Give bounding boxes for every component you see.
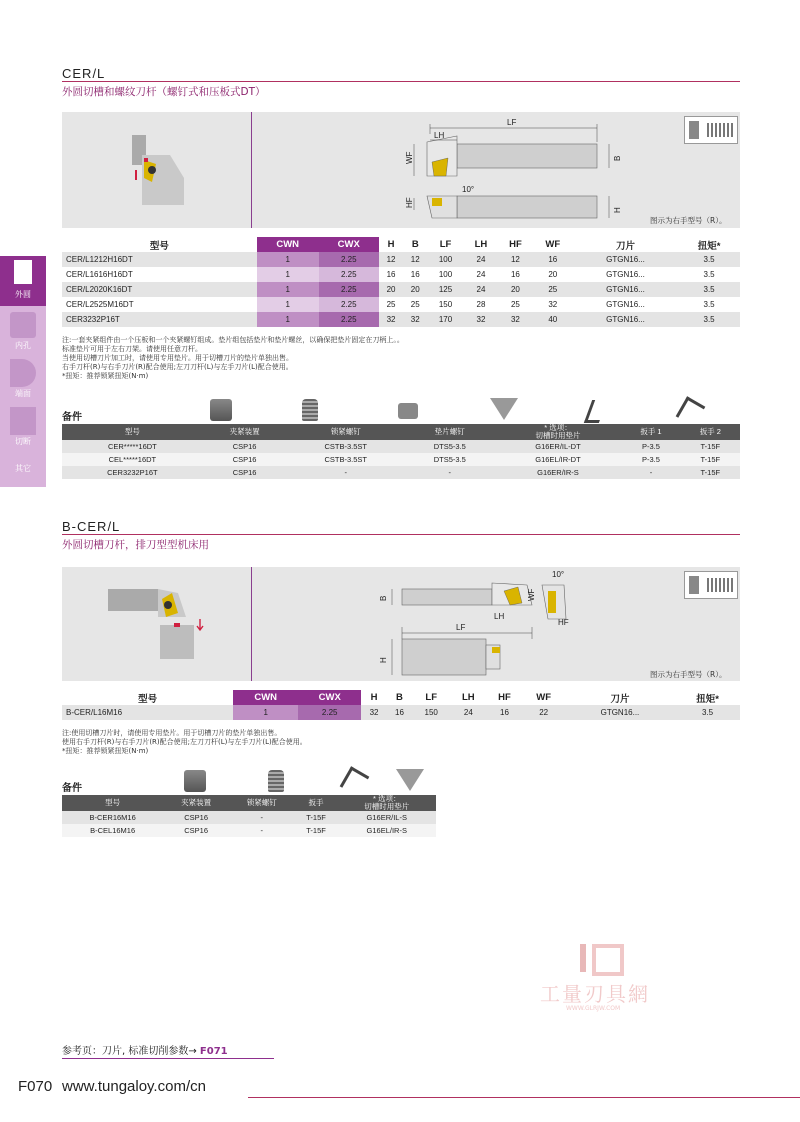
dim-b: B — [613, 155, 622, 161]
dim-wf: WF — [405, 151, 414, 164]
table-cell: GTGN16... — [565, 705, 675, 720]
table-cell: CSP16 — [203, 440, 287, 453]
table-cell: B-CER16M16 — [62, 811, 163, 824]
section2-spec-table — [62, 690, 740, 720]
dim-angle: 10° — [552, 570, 565, 579]
table-cell: G16ER/IR-S — [495, 466, 622, 479]
table-cell: 150 — [412, 705, 450, 720]
table-cell: 12 — [379, 252, 403, 267]
table-row — [62, 705, 740, 720]
table-cell: T-15F — [681, 440, 740, 453]
table-cell: 1 — [257, 312, 319, 327]
section2-thumbnail — [684, 571, 738, 599]
table-cell: 24 — [464, 252, 498, 267]
column-header: 扳手 1 — [621, 424, 680, 440]
dim-wf: WF — [527, 588, 536, 601]
internal-boring-icon — [10, 312, 36, 338]
table-cell: DTS5-3.5 — [405, 453, 495, 466]
column-header: 扭矩* — [697, 240, 721, 252]
watermark-url: WWW.GLRJW.COM — [566, 1005, 621, 1012]
section1-figure-panel — [62, 112, 740, 228]
footer-rule — [248, 1097, 800, 1098]
table-cell: T-15F — [681, 453, 740, 466]
table-cell: T-15F — [681, 466, 740, 479]
column-header: H — [370, 692, 378, 703]
table-cell: 2.25 — [319, 267, 379, 282]
table-cell: T-15F — [295, 824, 338, 837]
side-tab-label: 内孔 — [15, 341, 31, 350]
table-cell: 24 — [450, 705, 486, 720]
footer-reference-text: 参考页：刀片, 标准切削参数→ — [62, 1046, 200, 1057]
table-cell: 20 — [498, 282, 532, 297]
column-header: CWX — [298, 690, 361, 705]
table-cell: 170 — [427, 312, 463, 327]
torx-key-icon — [340, 766, 370, 796]
section2-subtitle: 外圆切槽刀杆，排刀型型机床用 — [62, 539, 209, 551]
note-line: 使用右手刀杆(R)与右手刀片(R)配合使用;左刀刀杆(L)与左手刀片(L)配合使用。 — [62, 738, 307, 746]
table-cell: GTGN16... — [573, 282, 678, 297]
table-cell: CER/L1212H16DT — [62, 252, 257, 267]
shim-icon — [490, 398, 518, 420]
dim-h: H — [613, 207, 622, 213]
table-row — [62, 440, 740, 453]
footer-reference-rule — [62, 1058, 274, 1059]
side-tab-others[interactable] — [0, 451, 46, 487]
section2-figure-note: 图示为右手型号（R）。 — [650, 670, 727, 679]
table-row — [62, 453, 740, 466]
table-cell: 40 — [533, 312, 573, 327]
table-cell: 2.25 — [298, 705, 361, 720]
shim-screw-icon — [398, 403, 418, 419]
table-cell: 1 — [257, 252, 319, 267]
column-header: 夹紧装置 — [163, 795, 229, 811]
side-tab-label: 切断 — [15, 437, 31, 446]
panel-divider — [251, 567, 252, 681]
table-cell: 100 — [427, 252, 463, 267]
section1-technical-drawing — [402, 114, 632, 226]
hex-key-icon — [584, 400, 607, 423]
footer-reference — [62, 1042, 228, 1057]
section2-notes — [62, 729, 662, 756]
side-tab-face[interactable] — [0, 355, 46, 403]
section2-technical-drawing — [372, 567, 582, 679]
table-cell: 24 — [464, 282, 498, 297]
section2-parts-table — [62, 795, 436, 837]
reference-page-link[interactable]: F071 — [199, 1046, 228, 1057]
column-header: 刀片 — [616, 240, 636, 252]
column-header: 型号 — [62, 424, 203, 440]
table-cell: 32 — [464, 312, 498, 327]
table-row — [62, 297, 740, 312]
table-cell: CER3232P16T — [62, 312, 257, 327]
section1-figure-note: 图示为右手型号（R）。 — [650, 216, 727, 225]
table-cell: 16 — [486, 705, 522, 720]
table-cell: GTGN16... — [573, 312, 678, 327]
column-header: * 选项： 切槽时用垫片 — [337, 795, 436, 811]
section1-notes — [62, 336, 662, 381]
column-header: 扭矩* — [696, 693, 719, 705]
clamp-screw-icon — [268, 770, 284, 792]
watermark-logo — [580, 944, 624, 972]
column-header: 扳手 2 — [681, 424, 740, 440]
dim-b: B — [379, 595, 388, 601]
table-cell: 1 — [257, 267, 319, 282]
dim-lh: LH — [434, 131, 445, 140]
table-cell: G16ER/IL-S — [337, 811, 436, 824]
column-header: CWX — [319, 237, 379, 252]
side-tab-internal[interactable] — [0, 306, 46, 355]
clamp-icon — [210, 399, 232, 421]
table-cell: 32 — [379, 312, 403, 327]
dim-lh: LH — [494, 612, 505, 621]
column-header: CWN — [257, 237, 319, 252]
side-tab-external[interactable] — [0, 256, 46, 306]
column-header: B — [411, 239, 419, 250]
table-cell: 125 — [427, 282, 463, 297]
dim-lf: LF — [456, 623, 466, 632]
note-line: 当使用切槽刀片加工时，请使用专用垫片。用于切槽刀片的垫片单独出售。 — [62, 354, 293, 362]
table-row — [62, 312, 740, 327]
table-cell: G16EL/IR-S — [337, 824, 436, 837]
table-row — [62, 267, 740, 282]
table-cell: 28 — [464, 297, 498, 312]
table-cell: GTGN16... — [573, 252, 678, 267]
table-cell: DTS5-3.5 — [405, 440, 495, 453]
cutoff-icon — [10, 407, 36, 435]
side-tab-cutoff[interactable] — [0, 403, 46, 451]
table-cell: CER*****16DT — [62, 440, 203, 453]
table-cell: 32 — [361, 705, 386, 720]
column-header: * 选项： 切槽时用垫片 — [495, 424, 622, 440]
table-cell: - — [621, 466, 680, 479]
table-row — [62, 252, 740, 267]
table-cell: 3.5 — [678, 312, 740, 327]
table-row — [62, 824, 436, 837]
section1-parts-label: 备件 — [62, 412, 82, 423]
column-header: H — [387, 239, 395, 250]
section2-figure-panel — [62, 567, 740, 681]
table-cell: CER/L2020K16DT — [62, 282, 257, 297]
table-cell: CSP16 — [163, 811, 229, 824]
table-cell: G16EL/IR-DT — [495, 453, 622, 466]
table-cell: GTGN16... — [573, 267, 678, 282]
table-cell: 2.25 — [319, 282, 379, 297]
section1-application-illustration — [122, 130, 192, 210]
table-cell: 1 — [233, 705, 298, 720]
section1-parts-table — [62, 424, 740, 479]
dim-lf: LF — [507, 118, 517, 127]
table-cell: CSTB-3.5ST — [286, 453, 405, 466]
clamp-screw-icon — [302, 399, 318, 421]
table-row — [62, 466, 740, 479]
side-tab-label: 外圆 — [15, 290, 31, 299]
table-cell: G16ER/IL-DT — [495, 440, 622, 453]
table-cell: 150 — [427, 297, 463, 312]
section2-rule — [62, 534, 740, 535]
column-header: HF — [509, 239, 522, 250]
table-cell: - — [229, 824, 295, 837]
footer-url[interactable]: www.tungaloy.com/cn — [62, 1078, 206, 1095]
column-header: LH — [474, 239, 488, 250]
table-cell: 25 — [533, 282, 573, 297]
column-header: 垫片螺钉 — [405, 424, 495, 440]
table-row — [62, 282, 740, 297]
table-cell: - — [229, 811, 295, 824]
table-cell: CSP16 — [203, 466, 287, 479]
table-cell: CSP16 — [163, 824, 229, 837]
column-header: HF — [498, 692, 511, 703]
column-header: 型号 — [62, 795, 163, 811]
table-cell: - — [405, 466, 495, 479]
panel-divider — [251, 112, 252, 228]
section2-parts-label: 备件 — [62, 783, 82, 794]
table-cell: - — [286, 466, 405, 479]
column-header: 刀片 — [610, 693, 630, 705]
clamp-icon — [184, 770, 206, 792]
table-cell: 3.5 — [678, 252, 740, 267]
shim-icon — [396, 769, 424, 791]
table-cell: CEL*****16DT — [62, 453, 203, 466]
face-grooving-icon — [10, 359, 36, 387]
column-header: 锁紧螺钉 — [229, 795, 295, 811]
table-cell: CER3232P16T — [62, 466, 203, 479]
section2-title: B-CER/L — [62, 519, 121, 534]
table-cell: 32 — [533, 297, 573, 312]
dim-hf: HF — [405, 197, 414, 208]
table-cell: 3.5 — [678, 282, 740, 297]
table-cell: 16 — [403, 267, 427, 282]
table-cell: 25 — [498, 297, 532, 312]
dim-hf: HF — [558, 618, 569, 627]
table-cell: 16 — [387, 705, 412, 720]
table-cell: 2.25 — [319, 297, 379, 312]
note-line: 注:使用切槽刀片时，请使用专用垫片。用于切槽刀片的垫片单独出售。 — [62, 729, 282, 737]
column-header: 锁紧螺钉 — [286, 424, 405, 440]
note-line: 注:一套夹紧组件由一个压板和一个夹紧螺钉组成。垫片组包括垫片和垫片螺丝，以确保把垫片固定在刀柄上。。 — [62, 336, 404, 344]
table-cell: 20 — [533, 267, 573, 282]
table-header-row — [62, 237, 740, 252]
table-cell: 3.5 — [678, 297, 740, 312]
footer-page-number: F070 — [18, 1078, 53, 1095]
table-cell: 32 — [403, 312, 427, 327]
table-cell: B-CEL16M16 — [62, 824, 163, 837]
column-header: WF — [536, 692, 552, 703]
note-line: *扭矩：推荐锁紧扭矩(N·m) — [62, 747, 149, 755]
column-header: LF — [439, 239, 452, 250]
side-tab-label: 其它 — [15, 464, 31, 473]
table-cell: 1 — [257, 282, 319, 297]
section1-title: CER/L — [62, 66, 106, 81]
table-cell: CSTB-3.5ST — [286, 440, 405, 453]
table-cell: P-3.5 — [621, 453, 680, 466]
section1-subtitle: 外圆切槽和螺纹刀杆（螺钉式和压板式DT） — [62, 86, 266, 98]
table-cell: 2.25 — [319, 312, 379, 327]
table-cell: 25 — [403, 297, 427, 312]
table-cell: 3.5 — [675, 705, 740, 720]
table-cell: 1 — [257, 297, 319, 312]
note-line: 标准垫片可用于左右刀架。请使用任意刀杆。 — [62, 345, 202, 353]
section2-application-illustration — [108, 583, 218, 663]
table-cell: 20 — [403, 282, 427, 297]
table-cell: 20 — [379, 282, 403, 297]
table-cell: 2.25 — [319, 252, 379, 267]
table-cell: T-15F — [295, 811, 338, 824]
table-cell: B-CER/L16M16 — [62, 705, 233, 720]
column-header: WF — [545, 239, 561, 250]
column-header: B — [396, 692, 403, 703]
column-header: LF — [425, 692, 438, 703]
dim-h: H — [379, 657, 388, 663]
column-header: 夹紧装置 — [203, 424, 287, 440]
note-line: 右手刀杆(R)与右手刀片(R)配合使用;左刀刀杆(L)与左手刀片(L)配合使用。 — [62, 363, 293, 371]
column-header: 型号 — [138, 693, 158, 705]
column-header: LH — [462, 692, 475, 703]
parts-header-row — [62, 424, 740, 440]
parts-header-row — [62, 795, 436, 811]
column-header: 扳手 — [295, 795, 338, 811]
table-cell: CSP16 — [203, 453, 287, 466]
torx-key-icon — [676, 396, 706, 426]
table-cell: P-3.5 — [621, 440, 680, 453]
table-row — [62, 811, 436, 824]
dim-angle: 10° — [462, 185, 475, 194]
table-cell: 22 — [523, 705, 565, 720]
table-cell: CER/L1616H16DT — [62, 267, 257, 282]
table-cell: 16 — [498, 267, 532, 282]
side-tab-label: 端面 — [15, 389, 31, 398]
table-cell: 12 — [403, 252, 427, 267]
table-cell: GTGN16... — [573, 297, 678, 312]
table-cell: CER/L2525M16DT — [62, 297, 257, 312]
section1-thumbnail — [684, 116, 738, 144]
watermark-name: 工量刃具網 — [540, 982, 650, 1006]
section1-spec-table — [62, 237, 740, 327]
column-header: CWN — [233, 690, 298, 705]
table-cell: 32 — [498, 312, 532, 327]
table-cell: 25 — [379, 297, 403, 312]
table-cell: 100 — [427, 267, 463, 282]
table-cell: 24 — [464, 267, 498, 282]
section1-rule — [62, 81, 740, 82]
table-cell: 16 — [533, 252, 573, 267]
external-turning-icon — [14, 260, 32, 284]
table-cell: 3.5 — [678, 267, 740, 282]
table-header-row — [62, 690, 740, 705]
table-cell: 12 — [498, 252, 532, 267]
note-line: *扭矩：推荐锁紧扭矩(N·m) — [62, 372, 149, 380]
table-cell: 16 — [379, 267, 403, 282]
column-header: 型号 — [149, 240, 169, 252]
